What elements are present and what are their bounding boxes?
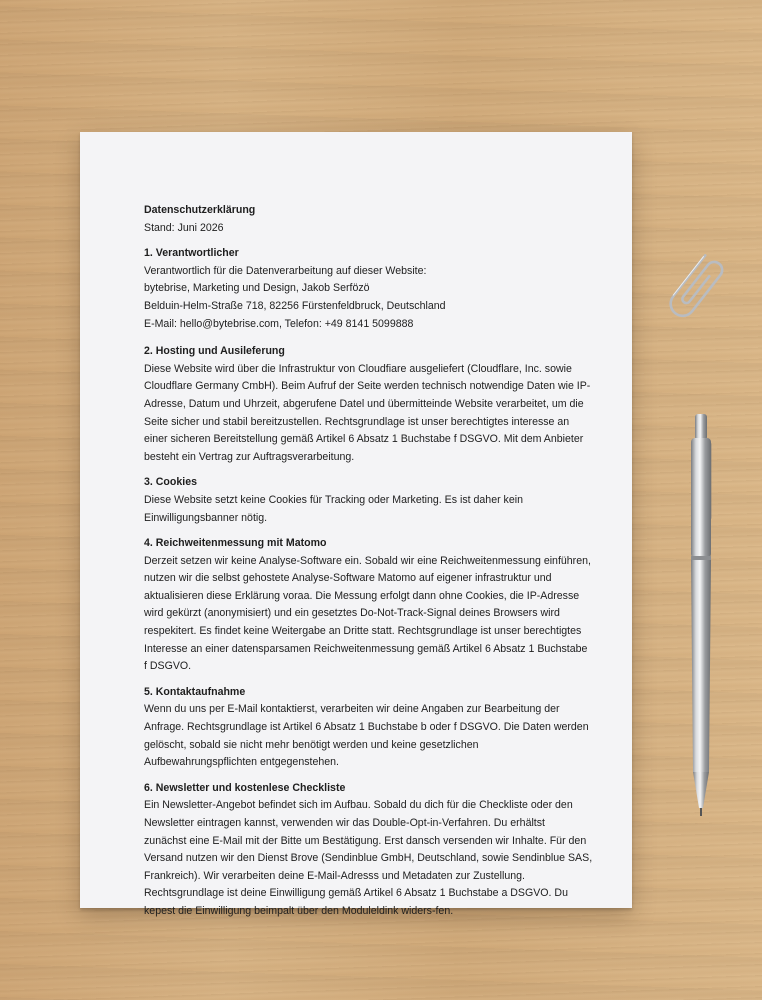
- section-heading: 5. Kontaktaufnahme: [144, 685, 246, 698]
- section-line: Belduin-Helm-Straße 718, 82256 Fürstenfeldbruck, Deutschland: [144, 299, 446, 312]
- section-line: f DSGVO.: [144, 660, 192, 673]
- section-line: Diese Website wird über die Infrastruktur von Cloudfiare ausgeliefert (Cloudflare, Inc. sowie: [144, 362, 572, 375]
- section-line: Adresse, Datum und Uhrzeit, abgerufene Datel und übermitteinde Website verarbeitet, um die: [144, 397, 584, 410]
- section-line: Derzeit setzen wir keine Analyse-Software ein. Sobald wir eine Reichweitenmessung einführen,: [144, 554, 591, 567]
- section-heading: 2. Hosting und Ausileferung: [144, 345, 285, 358]
- section-line: Verantwortlich für die Datenverarbeitung auf dieser Website:: [144, 264, 427, 277]
- section-line: bytebrise, Marketing und Design, Jakob Serfözö: [144, 282, 370, 295]
- section-line: Frankreich). Wir verarbeiten deine E-Mail-Adresss und Metadaten zur Zustellung.: [144, 869, 525, 882]
- paper-sheet: [80, 132, 632, 917]
- section-heading: 1. Verantwortlicher: [144, 247, 239, 260]
- paperclip-icon: [655, 248, 735, 333]
- document-date: Stand: Juni 2026: [144, 221, 224, 234]
- section-line: nutzen wir die selbst gehostete Analyse-Software Matomo auf eigener infrastruktur und: [144, 572, 552, 585]
- section-line: Anfrage. Rechtsgrundlage ist Artikel 6 Absatz 1 Buchstabe b oder f DSGVO. Die Daten werden: [144, 721, 589, 734]
- pen-icon: [683, 412, 723, 827]
- section-line: Aufbewahrungspflichten entgegenstehen.: [144, 756, 339, 769]
- section-line: Cloudflare Germany CmbH). Beim Aufruf der Seite werden technisch notwendige Daten wie IP-: [144, 380, 591, 393]
- section-line: E-Mail: hello@bytebrise.com, Telefon: +49 8141 5099888: [144, 317, 414, 330]
- section-line: respekitert. Es findet keine Weitergabe an Dritte statt. Rechtsgrundlage ist unser berechtigtes: [144, 625, 582, 638]
- section-line: einer sicheren Bereitstellung gemäß Artikel 6 Absatz 1 Buchstabe f DSGVO. Mit dem Anbieter: [144, 433, 584, 446]
- section-heading: 4. Reichweitenmessung mit Matomo: [144, 537, 327, 550]
- section-line: Seite sicher und stabil bereitzustellen. Rechtsgrundlage ist unser berechtigtes interesse an: [144, 415, 570, 428]
- section-line: kepest die Einwilligung beimpalt über den Moduleldink widers-fen.: [144, 904, 454, 917]
- section-line: Ein Newsletter-Angebot befindet sich im Aufbau. Sobald du dich für die Checkliste oder den: [144, 799, 573, 812]
- section-line: Rechtsgrundlage ist deine Einwilligung gemäß Artikel 6 Absatz 1 Buchstabe a DSGVO. Du: [144, 887, 568, 900]
- section-line: Diese Website setzt keine Cookies für Tracking oder Marketing. Es ist daher kein: [144, 493, 523, 506]
- document-title: Datenschutzerklärung: [144, 204, 256, 216]
- section-heading: 6. Newsletter und kostenlese Checkliste: [144, 781, 346, 794]
- section-line: Interesse an einer datensparsamen Reichweitenmessung gemäß Artikel 6 Absatz 1 Buchstabe: [144, 642, 588, 655]
- section-line: aktualisieren diese Erklärung voraa. Die Messung erfolgt dann ohne Cookies, die IP-Adresse: [144, 589, 580, 602]
- section-line: wird gekürzt (anonymisiert) und ein gesetztes Do-Not-Track-Signal deines Browsers wird: [144, 607, 560, 620]
- section-line: Newsletter eintragen kannst, verwenden wir das Double-Opt-in-Verfahren. Du erhältst: [144, 817, 545, 829]
- section-line: Wenn du uns per E-Mail kontaktierst, verarbeiten wir deine Angaben zur Bearbeitung der: [144, 703, 560, 716]
- section-line: Einwilligungsbanner nötig.: [144, 511, 268, 524]
- section-line: zunächst eine E-Mail mit der Bitte um Bestätigung. Erst dansch versenden wir Inhalte. Für den: [144, 834, 587, 847]
- section-line: Versand nutzen wir den Dienst Brove (Sendinblue GmbH, Deutschland, sowie Sendinblue SAS,: [144, 852, 593, 865]
- document-body: [144, 202, 594, 921]
- section-heading: 3. Cookies: [144, 476, 197, 489]
- section-line: besteht ein Vertrag zur Auftragsverarbeitung.: [144, 450, 355, 463]
- section-line: gelöscht, sobald sie nicht mehr benötigt werden und keine gesetzlichen: [144, 738, 479, 751]
